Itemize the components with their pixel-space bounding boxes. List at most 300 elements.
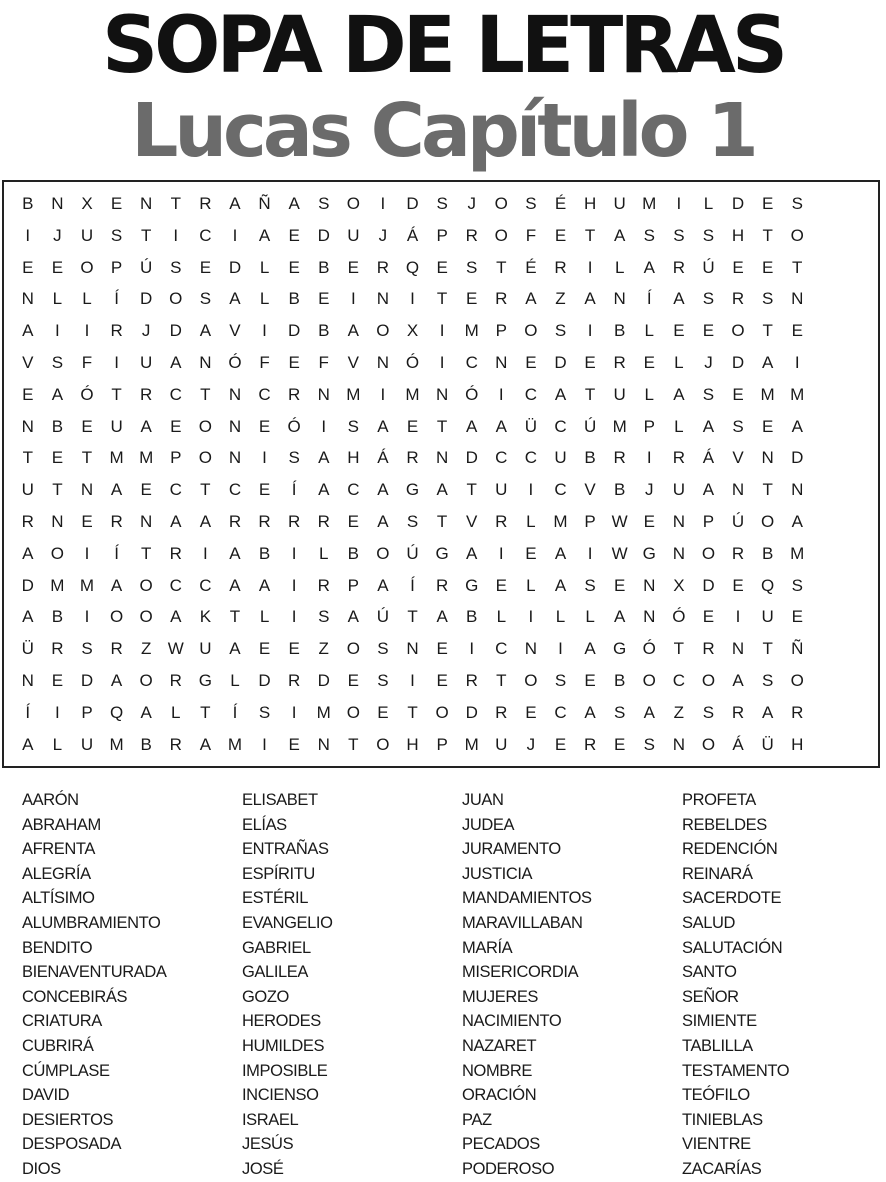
grid-cell[interactable]: I <box>55 321 60 341</box>
grid-cell[interactable]: T <box>140 225 152 245</box>
grid-cell[interactable]: E <box>761 194 774 213</box>
grid-cell[interactable]: T <box>52 480 63 500</box>
grid-cell[interactable]: A <box>22 607 34 627</box>
grid-cell[interactable]: E <box>288 639 300 659</box>
grid-cell[interactable]: L <box>171 702 181 722</box>
grid-cell[interactable]: S <box>436 194 448 213</box>
grid-cell[interactable]: A <box>791 511 803 531</box>
grid-cell[interactable]: R <box>169 670 182 690</box>
grid-cell[interactable]: N <box>643 575 656 595</box>
grid-cell[interactable]: D <box>465 702 478 722</box>
grid-cell[interactable]: M <box>79 575 95 595</box>
grid-cell[interactable]: D <box>702 575 715 595</box>
grid-cell[interactable]: T <box>407 607 418 627</box>
grid-cell[interactable]: O <box>376 543 390 563</box>
grid-cell[interactable]: N <box>495 352 508 372</box>
grid-cell[interactable]: I <box>84 607 90 627</box>
grid-cell[interactable]: L <box>259 257 270 277</box>
grid-cell[interactable]: I <box>84 543 90 563</box>
grid-cell[interactable]: E <box>732 384 744 404</box>
grid-cell[interactable]: O <box>80 257 94 277</box>
grid-cell[interactable]: I <box>558 639 563 659</box>
grid-cell[interactable]: R <box>731 702 745 722</box>
grid-cell[interactable]: S <box>673 225 685 245</box>
grid-cell[interactable]: A <box>614 225 626 245</box>
grid-cell[interactable]: S <box>170 257 182 277</box>
grid-cell[interactable]: B <box>51 607 64 627</box>
grid-cell[interactable]: A <box>761 702 774 722</box>
grid-cell[interactable]: O <box>198 448 212 468</box>
grid-cell[interactable]: I <box>202 543 208 563</box>
grid-cell[interactable]: Í <box>25 702 31 722</box>
grid-cell[interactable]: V <box>584 480 596 500</box>
grid-cell[interactable]: N <box>731 480 745 500</box>
grid-cell[interactable]: M <box>464 321 479 341</box>
grid-cell[interactable]: R <box>199 194 212 213</box>
grid-cell[interactable]: M <box>316 702 331 722</box>
grid-cell[interactable]: O <box>346 639 360 659</box>
grid-cell[interactable]: N <box>791 480 804 500</box>
grid-cell[interactable]: I <box>498 384 504 404</box>
grid-cell[interactable]: O <box>50 543 64 563</box>
grid-cell[interactable]: U <box>199 639 212 659</box>
grid-cell[interactable]: Á <box>702 448 715 468</box>
grid-cell[interactable]: E <box>732 575 744 595</box>
grid-cell[interactable]: A <box>199 734 212 754</box>
grid-cell[interactable]: M <box>553 511 568 531</box>
grid-cell[interactable]: M <box>139 448 154 468</box>
grid-cell[interactable]: S <box>288 448 300 468</box>
grid-cell[interactable]: Ñ <box>258 194 271 213</box>
grid-cell[interactable]: W <box>611 511 628 531</box>
grid-cell[interactable]: H <box>791 734 804 754</box>
grid-cell[interactable]: I <box>380 194 386 213</box>
grid-cell[interactable]: Í <box>410 575 415 595</box>
grid-cell[interactable]: E <box>436 639 448 659</box>
grid-cell[interactable]: E <box>614 575 626 595</box>
grid-cell[interactable]: O <box>494 194 508 213</box>
grid-cell[interactable]: S <box>702 384 715 404</box>
grid-cell[interactable]: B <box>761 543 774 563</box>
grid-cell[interactable]: A <box>170 352 182 372</box>
grid-cell[interactable]: E <box>258 639 271 659</box>
grid-cell[interactable]: C <box>554 416 567 436</box>
grid-cell[interactable]: S <box>614 702 626 722</box>
grid-cell[interactable]: T <box>22 448 33 468</box>
grid-cell[interactable]: G <box>613 639 627 659</box>
grid-cell[interactable]: U <box>761 607 774 627</box>
grid-cell[interactable]: L <box>585 607 595 627</box>
grid-cell[interactable]: Á <box>377 448 389 468</box>
grid-cell[interactable]: A <box>614 607 626 627</box>
grid-cell[interactable]: T <box>762 480 773 500</box>
grid-cell[interactable]: R <box>288 670 301 690</box>
grid-cell[interactable]: J <box>704 352 713 372</box>
grid-cell[interactable]: T <box>81 448 93 468</box>
grid-cell[interactable]: S <box>525 194 537 213</box>
grid-cell[interactable]: J <box>526 734 536 754</box>
grid-cell[interactable]: M <box>50 575 65 595</box>
grid-cell[interactable]: J <box>53 225 62 245</box>
grid-cell[interactable]: Z <box>673 702 685 722</box>
grid-cell[interactable]: R <box>672 257 685 277</box>
grid-cell[interactable]: O <box>642 670 656 690</box>
grid-cell[interactable]: S <box>258 702 271 722</box>
grid-cell[interactable]: C <box>524 448 538 468</box>
grid-cell[interactable]: E <box>199 257 212 277</box>
grid-cell[interactable]: P <box>436 734 448 754</box>
grid-cell[interactable]: D <box>731 352 745 372</box>
grid-cell[interactable]: N <box>317 384 330 404</box>
grid-cell[interactable]: O <box>790 225 804 245</box>
grid-cell[interactable]: B <box>140 734 152 754</box>
grid-cell[interactable]: E <box>170 416 182 436</box>
grid-cell[interactable]: P <box>170 448 182 468</box>
grid-cell[interactable]: U <box>554 448 567 468</box>
grid-cell[interactable]: E <box>140 480 152 500</box>
grid-cell[interactable]: S <box>584 575 596 595</box>
grid-cell[interactable]: T <box>466 480 477 500</box>
grid-cell[interactable]: É <box>525 257 537 277</box>
grid-cell[interactable]: J <box>141 321 151 341</box>
grid-cell[interactable]: G <box>642 543 656 563</box>
grid-cell[interactable]: T <box>584 225 596 245</box>
grid-cell[interactable]: E <box>673 321 685 341</box>
grid-cell[interactable]: E <box>22 384 34 404</box>
grid-cell[interactable]: A <box>702 480 715 500</box>
grid-cell[interactable]: B <box>288 289 300 309</box>
grid-cell[interactable]: L <box>52 734 63 754</box>
grid-cell[interactable]: L <box>674 352 684 372</box>
grid-cell[interactable]: Ó <box>287 416 301 436</box>
grid-cell[interactable]: A <box>673 289 685 309</box>
grid-cell[interactable]: A <box>51 384 64 404</box>
grid-cell[interactable]: A <box>229 639 241 659</box>
grid-cell[interactable]: R <box>554 257 567 277</box>
grid-cell[interactable]: F <box>318 352 329 372</box>
grid-cell[interactable]: E <box>525 702 537 722</box>
grid-cell[interactable]: S <box>702 225 715 245</box>
grid-cell[interactable]: E <box>761 416 774 436</box>
grid-cell[interactable]: J <box>378 225 388 245</box>
grid-cell[interactable]: R <box>435 575 449 595</box>
grid-cell[interactable]: O <box>346 702 360 722</box>
grid-cell[interactable]: P <box>702 511 715 531</box>
grid-cell[interactable]: S <box>81 639 93 659</box>
grid-cell[interactable]: E <box>81 511 93 531</box>
grid-cell[interactable]: U <box>672 480 685 500</box>
grid-cell[interactable]: A <box>199 321 212 341</box>
grid-cell[interactable]: I <box>262 448 267 468</box>
grid-cell[interactable]: E <box>258 416 271 436</box>
grid-cell[interactable]: Ú <box>140 257 153 277</box>
grid-cell[interactable]: A <box>702 416 715 436</box>
grid-cell[interactable]: N <box>643 607 656 627</box>
grid-cell[interactable]: I <box>291 607 297 627</box>
grid-cell[interactable]: E <box>288 734 300 754</box>
grid-cell[interactable]: É <box>554 194 567 213</box>
grid-cell[interactable]: B <box>614 480 626 500</box>
grid-cell[interactable]: R <box>110 511 123 531</box>
grid-cell[interactable]: Ú <box>406 543 419 563</box>
grid-cell[interactable]: A <box>170 607 182 627</box>
grid-cell[interactable]: I <box>262 734 267 754</box>
grid-cell[interactable]: B <box>466 607 478 627</box>
grid-cell[interactable]: I <box>350 289 356 309</box>
grid-cell[interactable]: X <box>81 194 93 213</box>
grid-cell[interactable]: R <box>731 543 745 563</box>
grid-cell[interactable]: E <box>436 257 448 277</box>
grid-cell[interactable]: M <box>109 448 124 468</box>
grid-cell[interactable]: I <box>794 352 800 372</box>
grid-cell[interactable]: A <box>170 511 182 531</box>
grid-cell[interactable]: I <box>410 670 415 690</box>
grid-cell[interactable]: B <box>318 321 330 341</box>
grid-cell[interactable]: D <box>140 289 153 309</box>
grid-cell[interactable]: R <box>406 448 419 468</box>
grid-cell[interactable]: E <box>791 321 803 341</box>
grid-cell[interactable]: T <box>407 702 418 722</box>
grid-cell[interactable]: A <box>229 194 241 213</box>
grid-cell[interactable]: N <box>140 511 153 531</box>
grid-cell[interactable]: N <box>406 639 419 659</box>
grid-cell[interactable]: O <box>494 225 508 245</box>
grid-cell[interactable]: T <box>436 416 448 436</box>
grid-cell[interactable]: Ñ <box>791 639 804 659</box>
grid-cell[interactable]: S <box>554 321 567 341</box>
grid-cell[interactable]: D <box>317 225 330 245</box>
grid-cell[interactable]: I <box>587 321 593 341</box>
grid-cell[interactable]: C <box>672 670 685 690</box>
grid-cell[interactable]: N <box>435 384 449 404</box>
grid-cell[interactable]: Ó <box>465 384 479 404</box>
grid-cell[interactable]: V <box>347 352 359 372</box>
grid-cell[interactable]: I <box>232 225 238 245</box>
grid-cell[interactable]: A <box>377 511 389 531</box>
grid-cell[interactable]: E <box>466 289 478 309</box>
grid-cell[interactable]: B <box>584 448 596 468</box>
grid-cell[interactable]: A <box>288 194 300 213</box>
grid-cell[interactable]: C <box>199 575 212 595</box>
grid-cell[interactable]: R <box>495 289 508 309</box>
grid-cell[interactable]: F <box>525 225 537 245</box>
grid-cell[interactable]: S <box>199 289 212 309</box>
grid-cell[interactable]: L <box>259 289 270 309</box>
grid-cell[interactable]: I <box>469 639 475 659</box>
grid-cell[interactable]: E <box>436 670 448 690</box>
grid-cell[interactable]: N <box>51 194 64 213</box>
grid-cell[interactable]: N <box>672 543 685 563</box>
grid-cell[interactable]: D <box>228 257 242 277</box>
grid-cell[interactable]: C <box>554 702 567 722</box>
grid-cell[interactable]: Ó <box>228 352 242 372</box>
grid-cell[interactable]: Ú <box>583 416 597 436</box>
grid-cell[interactable]: Ü <box>21 639 34 659</box>
grid-cell[interactable]: I <box>84 321 90 341</box>
grid-cell[interactable]: Ú <box>702 257 715 277</box>
grid-cell[interactable]: A <box>643 257 655 277</box>
grid-cell[interactable]: I <box>587 257 593 277</box>
grid-cell[interactable]: N <box>672 511 685 531</box>
grid-cell[interactable]: Ó <box>405 352 420 372</box>
grid-cell[interactable]: N <box>761 448 774 468</box>
grid-cell[interactable]: L <box>526 511 536 531</box>
grid-cell[interactable]: S <box>318 607 330 627</box>
grid-cell[interactable]: R <box>613 448 626 468</box>
grid-cell[interactable]: A <box>110 670 123 690</box>
grid-cell[interactable]: N <box>613 289 626 309</box>
grid-cell[interactable]: L <box>644 384 654 404</box>
grid-cell[interactable]: R <box>465 670 478 690</box>
grid-cell[interactable]: S <box>318 194 330 213</box>
grid-cell[interactable]: N <box>435 448 449 468</box>
grid-cell[interactable]: H <box>731 225 745 245</box>
grid-cell[interactable]: T <box>762 639 773 659</box>
grid-cell[interactable]: A <box>140 416 152 436</box>
grid-cell[interactable]: R <box>288 384 301 404</box>
grid-cell[interactable]: R <box>169 734 182 754</box>
grid-cell[interactable]: R <box>228 511 242 531</box>
grid-cell[interactable]: E <box>288 257 300 277</box>
grid-cell[interactable]: I <box>439 352 445 372</box>
grid-cell[interactable]: A <box>466 416 478 436</box>
grid-cell[interactable]: E <box>347 511 359 531</box>
grid-cell[interactable]: I <box>587 543 593 563</box>
grid-cell[interactable]: I <box>380 384 386 404</box>
grid-cell[interactable]: E <box>643 352 655 372</box>
grid-cell[interactable]: U <box>347 225 360 245</box>
grid-cell[interactable]: A <box>229 543 241 563</box>
grid-cell[interactable]: Ó <box>642 639 656 659</box>
grid-cell[interactable]: R <box>110 639 123 659</box>
grid-cell[interactable]: E <box>51 670 64 690</box>
grid-cell[interactable]: P <box>495 321 507 341</box>
grid-cell[interactable]: R <box>376 257 390 277</box>
grid-cell[interactable]: G <box>198 670 212 690</box>
grid-cell[interactable]: L <box>703 194 714 213</box>
grid-cell[interactable]: M <box>612 416 627 436</box>
grid-cell[interactable]: A <box>584 702 596 722</box>
grid-cell[interactable]: A <box>377 416 389 436</box>
grid-cell[interactable]: U <box>80 734 94 754</box>
grid-cell[interactable]: Z <box>140 639 152 659</box>
grid-cell[interactable]: O <box>761 511 775 531</box>
grid-cell[interactable]: A <box>554 575 567 595</box>
grid-cell[interactable]: D <box>258 670 271 690</box>
grid-cell[interactable]: A <box>673 384 685 404</box>
grid-cell[interactable]: D <box>791 448 804 468</box>
grid-cell[interactable]: T <box>229 607 241 627</box>
grid-cell[interactable]: F <box>259 352 270 372</box>
grid-cell[interactable]: S <box>554 670 567 690</box>
grid-cell[interactable]: E <box>22 257 34 277</box>
grid-cell[interactable]: E <box>51 448 64 468</box>
grid-cell[interactable]: D <box>317 670 330 690</box>
grid-cell[interactable]: T <box>348 734 359 754</box>
grid-cell[interactable]: J <box>467 194 476 213</box>
grid-cell[interactable]: D <box>406 194 419 213</box>
grid-cell[interactable]: N <box>21 416 34 436</box>
grid-cell[interactable]: E <box>761 257 774 277</box>
grid-cell[interactable]: L <box>52 289 63 309</box>
grid-cell[interactable]: I <box>114 352 119 372</box>
grid-cell[interactable]: A <box>466 543 478 563</box>
grid-cell[interactable]: I <box>321 416 327 436</box>
grid-cell[interactable]: L <box>319 543 329 563</box>
grid-cell[interactable]: T <box>496 257 507 277</box>
grid-cell[interactable]: X <box>406 321 419 341</box>
grid-cell[interactable]: R <box>495 511 508 531</box>
grid-cell[interactable]: E <box>51 257 64 277</box>
grid-cell[interactable]: Ú <box>731 511 745 531</box>
grid-cell[interactable]: Q <box>109 702 124 722</box>
grid-cell[interactable]: I <box>291 543 297 563</box>
grid-cell[interactable]: O <box>376 734 390 754</box>
grid-cell[interactable]: O <box>169 289 183 309</box>
grid-cell[interactable]: T <box>200 480 211 500</box>
grid-cell[interactable]: O <box>790 670 804 690</box>
grid-cell[interactable]: R <box>672 448 685 468</box>
grid-cell[interactable]: Í <box>646 289 652 309</box>
grid-cell[interactable]: P <box>347 575 359 595</box>
grid-cell[interactable]: D <box>731 194 745 213</box>
grid-cell[interactable]: O <box>701 670 716 690</box>
grid-cell[interactable]: N <box>376 352 390 372</box>
grid-cell[interactable]: Ó <box>672 607 686 627</box>
grid-cell[interactable]: A <box>258 225 271 245</box>
grid-cell[interactable]: I <box>735 607 741 627</box>
grid-cell[interactable]: C <box>169 480 182 500</box>
grid-cell[interactable]: R <box>791 702 804 722</box>
grid-cell[interactable]: B <box>614 670 626 690</box>
grid-cell[interactable]: A <box>199 511 212 531</box>
grid-cell[interactable]: V <box>732 448 744 468</box>
grid-cell[interactable]: P <box>110 257 123 277</box>
grid-cell[interactable]: R <box>258 511 271 531</box>
grid-cell[interactable]: A <box>22 321 34 341</box>
grid-cell[interactable]: L <box>674 416 684 436</box>
grid-cell[interactable]: L <box>259 607 270 627</box>
grid-cell[interactable]: H <box>583 194 597 213</box>
grid-cell[interactable]: N <box>228 448 242 468</box>
grid-cell[interactable]: U <box>495 480 508 500</box>
grid-cell[interactable]: S <box>702 289 715 309</box>
grid-cell[interactable]: R <box>21 511 34 531</box>
grid-cell[interactable]: A <box>229 289 241 309</box>
grid-cell[interactable]: R <box>51 639 64 659</box>
grid-cell[interactable]: E <box>347 670 359 690</box>
grid-cell[interactable]: B <box>318 257 330 277</box>
grid-cell[interactable]: Ü <box>761 734 774 754</box>
grid-cell[interactable]: Ó <box>80 384 94 404</box>
grid-cell[interactable]: A <box>554 384 567 404</box>
grid-cell[interactable]: N <box>228 384 242 404</box>
grid-cell[interactable]: A <box>140 702 152 722</box>
grid-cell[interactable]: E <box>614 734 626 754</box>
grid-cell[interactable]: M <box>790 543 805 563</box>
grid-cell[interactable]: A <box>22 543 34 563</box>
grid-cell[interactable]: T <box>200 702 211 722</box>
grid-cell[interactable]: O <box>524 670 538 690</box>
grid-cell[interactable]: B <box>347 543 359 563</box>
grid-cell[interactable]: R <box>465 225 478 245</box>
grid-cell[interactable]: Z <box>555 289 566 309</box>
grid-cell[interactable]: U <box>140 352 153 372</box>
grid-cell[interactable]: O <box>376 321 390 341</box>
grid-cell[interactable]: R <box>731 289 745 309</box>
grid-cell[interactable]: T <box>111 384 122 404</box>
grid-cell[interactable]: E <box>732 257 744 277</box>
